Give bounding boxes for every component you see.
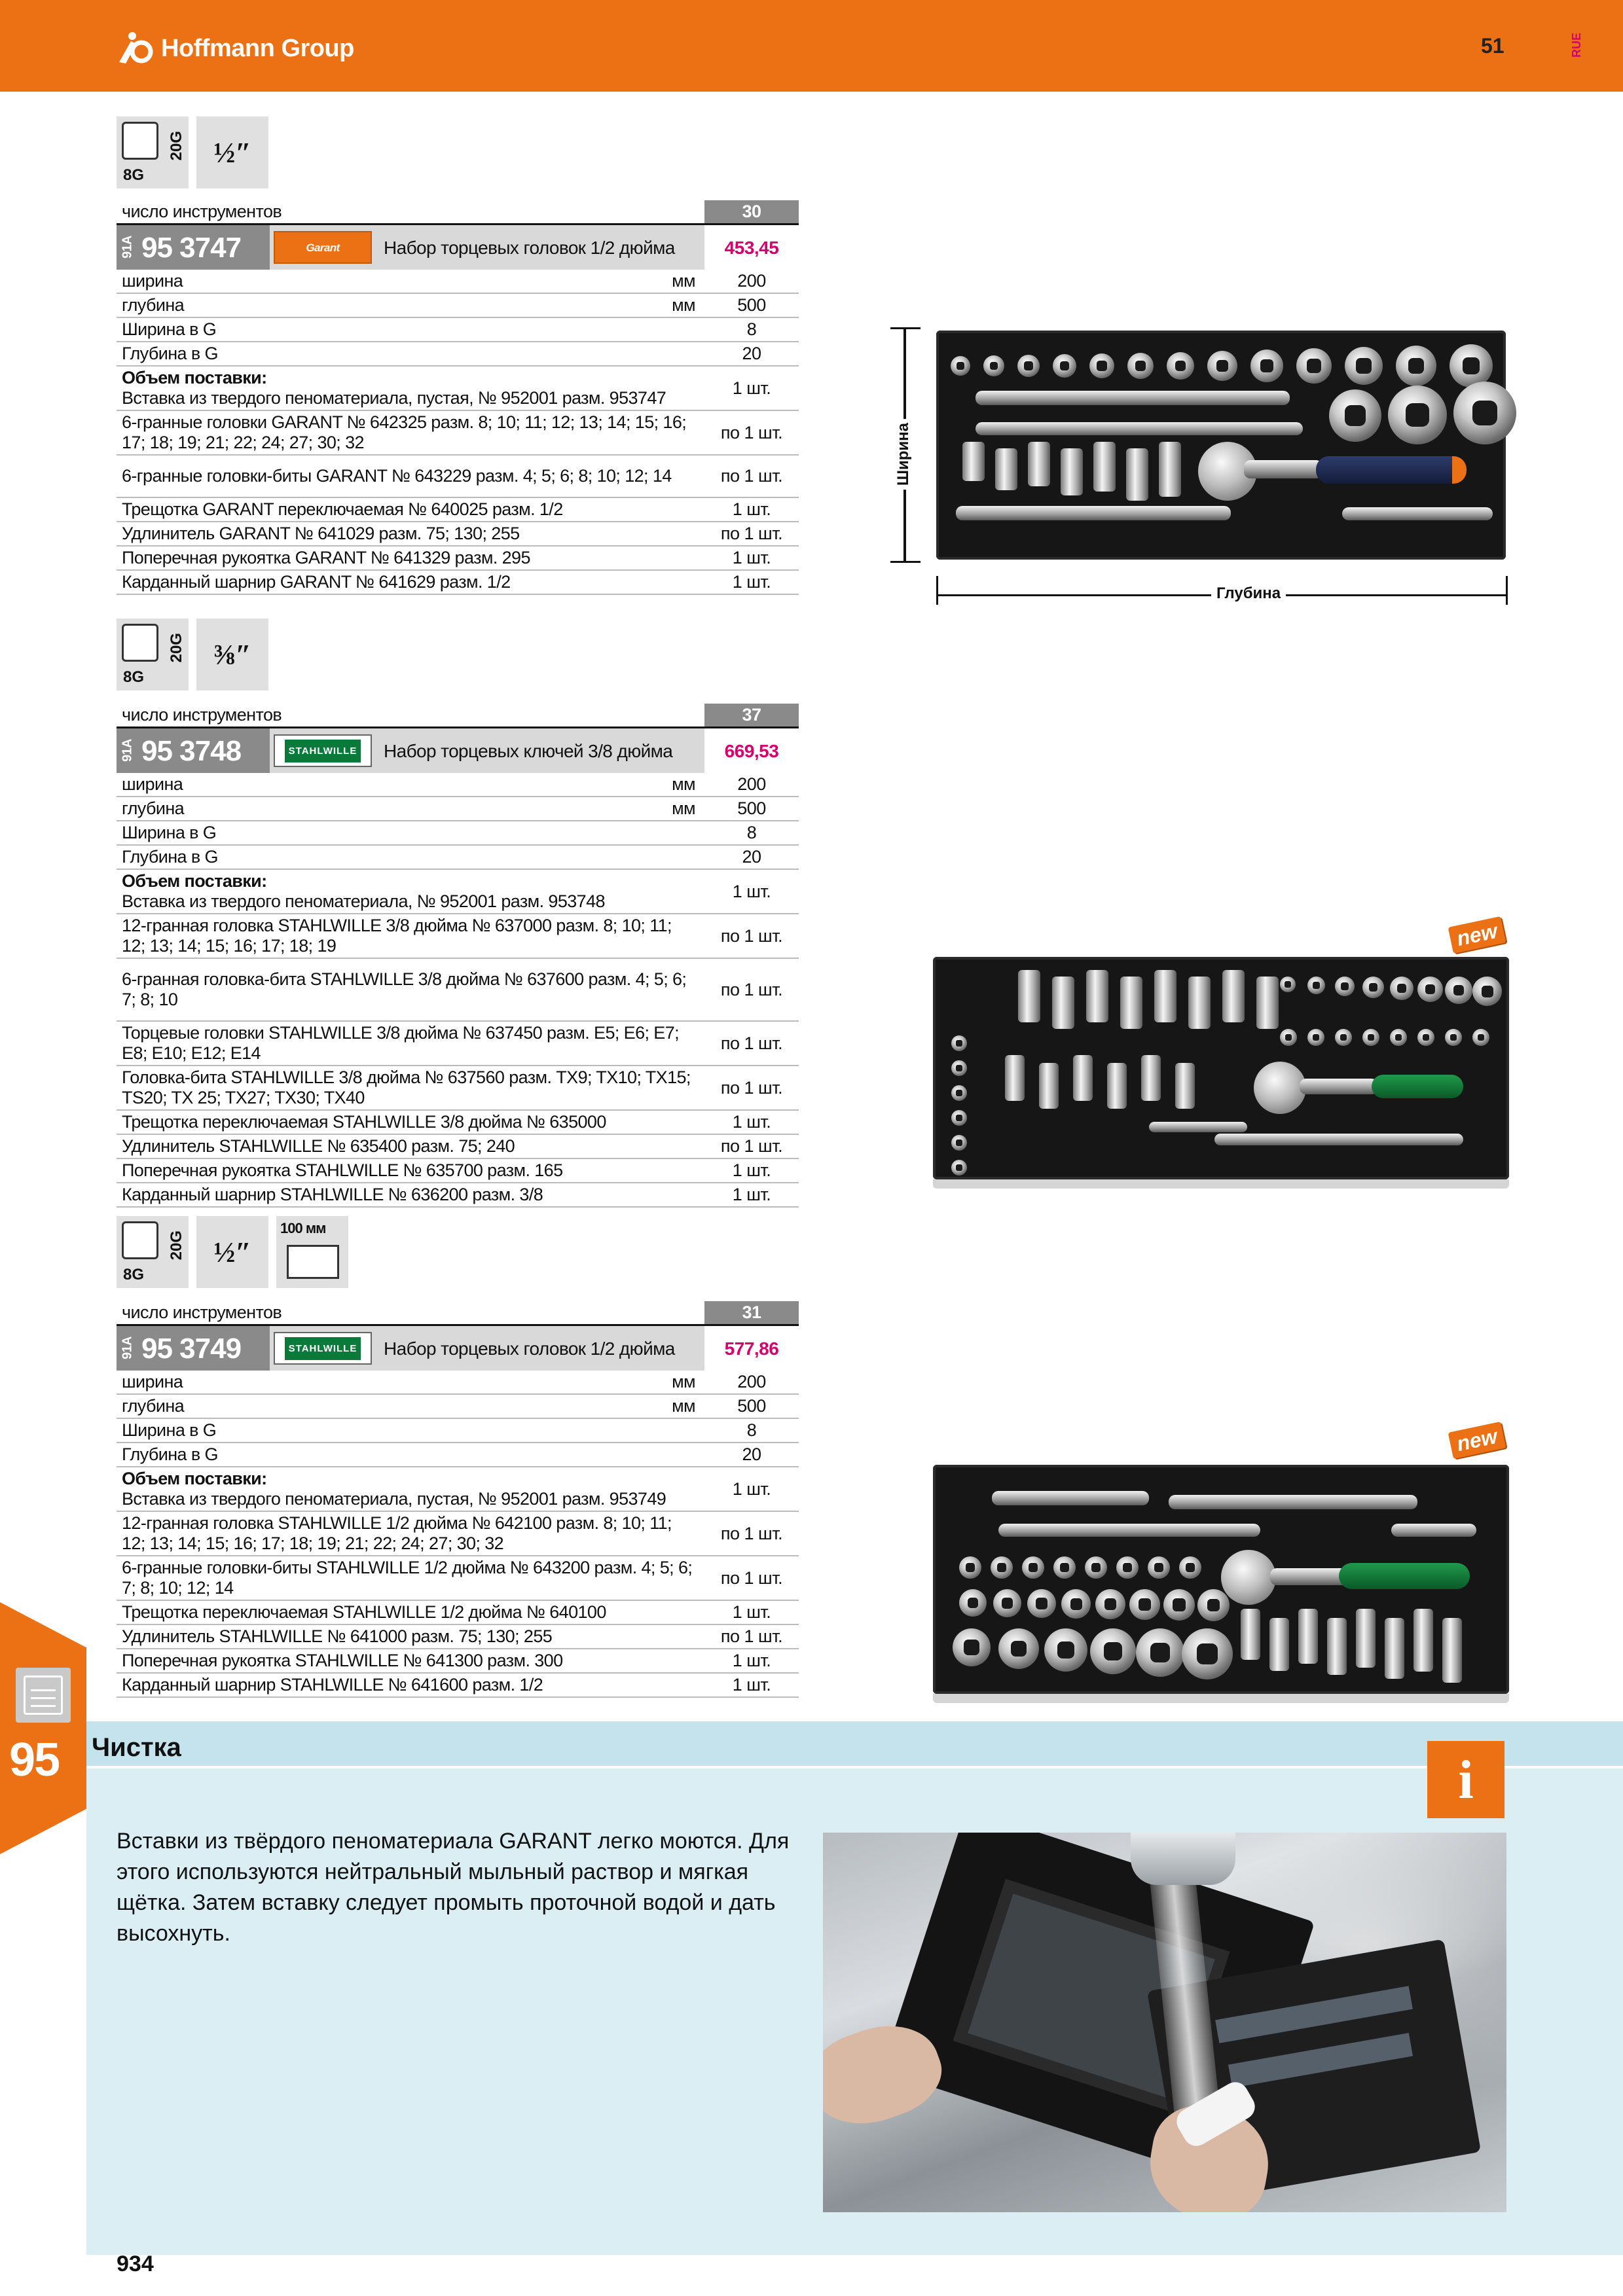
spec-label: Вставка из твердого пеноматериала, пустая, № 952001 разм. 953747 bbox=[122, 388, 666, 408]
spec-value: 1 шт. bbox=[732, 1602, 771, 1622]
new-badge: new bbox=[1448, 1422, 1506, 1459]
socket-icon bbox=[1250, 350, 1283, 382]
product-table-953748 bbox=[117, 704, 799, 1208]
socket-icon bbox=[1390, 977, 1413, 1000]
socket-icon bbox=[1445, 977, 1472, 1004]
spec-label: Глубина в G bbox=[122, 344, 218, 363]
tool-count-label: число инструментов bbox=[117, 200, 704, 225]
tool-count-label: число инструментов bbox=[117, 1301, 704, 1326]
bit-socket bbox=[1061, 448, 1083, 495]
socket-icon bbox=[1095, 1589, 1125, 1619]
spec-rows bbox=[117, 1371, 799, 1698]
spec-row bbox=[117, 1066, 799, 1111]
tool-count-value: 31 bbox=[704, 1301, 799, 1326]
spec-value: 1 шт. bbox=[732, 499, 771, 519]
height-label: 100 мм bbox=[280, 1220, 326, 1236]
article-description: Набор торцевых ключей 3/8 дюйма bbox=[384, 740, 673, 761]
section1-icons bbox=[117, 117, 268, 188]
spec-label: Удлинитель GARANT № 641029 разм. 75; 130; 255 bbox=[122, 524, 520, 543]
spec-row bbox=[117, 1135, 799, 1159]
socket-icon bbox=[1017, 355, 1040, 377]
ratchet-shaft bbox=[1244, 460, 1322, 478]
spec-unit: мм bbox=[672, 774, 695, 794]
spec-row bbox=[117, 522, 799, 547]
socket-icon bbox=[951, 1135, 967, 1151]
spec-label: 6-гранные головки-биты STAHLWILLE 1/2 дюйма № 643200 разм. 4; 5; 6; 7; 8; 10; 12; 14 bbox=[122, 1558, 693, 1598]
socket-icon bbox=[1027, 1589, 1056, 1618]
socket-icon bbox=[1329, 389, 1381, 442]
socket-icon bbox=[959, 1589, 987, 1617]
spec-label: Торцевые головки STAHLWILLE 3/8 дюйма № 637450 разм. E5; E6; E7; E8; E10; E12; E14 bbox=[122, 1023, 680, 1063]
spec-row bbox=[117, 411, 799, 456]
spec-unit: мм bbox=[672, 1396, 695, 1416]
spec-label: Удлинитель STAHLWILLE № 635400 разм. 75; 240 bbox=[122, 1136, 515, 1156]
bit-socket bbox=[1175, 1063, 1195, 1109]
socket-icon bbox=[1390, 1029, 1407, 1046]
spec-value: 20 bbox=[742, 847, 761, 867]
page-header bbox=[0, 0, 1623, 92]
drawer-icon bbox=[117, 117, 189, 188]
socket-icon bbox=[1179, 1556, 1201, 1579]
socket-icon bbox=[1053, 354, 1076, 378]
bit-socket bbox=[1154, 970, 1176, 1022]
spec-label: Трещотка переключаемая STAHLWILLE 1/2 дюйма № 640100 bbox=[122, 1602, 606, 1622]
socket-icon bbox=[1089, 353, 1114, 378]
bit-socket bbox=[1126, 448, 1148, 501]
spec-label: Карданный шарнир STAHLWILLE № 641600 разм. 1/2 bbox=[122, 1675, 543, 1695]
new-badge: new bbox=[1448, 916, 1506, 954]
bit-socket bbox=[1073, 1055, 1093, 1101]
spec-label: Поперечная рукоятка GARANT № 641329 разм. 295 bbox=[122, 548, 530, 567]
extension-bar bbox=[992, 1491, 1149, 1505]
article-number[interactable]: 95 3749 bbox=[139, 1326, 270, 1371]
bit-socket bbox=[1005, 1055, 1025, 1101]
socket-icon bbox=[1362, 977, 1384, 998]
spec-label: Вставка из твердого пеноматериала, пустая, № 952001 разм. 953749 bbox=[122, 1489, 666, 1509]
spec-row bbox=[117, 294, 799, 318]
info-title-bar bbox=[86, 1721, 1623, 1768]
spec-value: по 1 шт. bbox=[720, 925, 783, 946]
tray-image-953749 bbox=[933, 1465, 1509, 1694]
socket-icon bbox=[1136, 1628, 1184, 1677]
info-icon: i bbox=[1427, 1741, 1504, 1818]
height-icon bbox=[276, 1216, 348, 1288]
depth-label: Глубина bbox=[1211, 584, 1286, 603]
socket-icon bbox=[951, 1160, 967, 1175]
tray-image-953748 bbox=[933, 957, 1509, 1179]
article-description: Набор торцевых головок 1/2 дюйма bbox=[384, 1338, 675, 1359]
socket-icon bbox=[951, 1085, 967, 1101]
bit-socket bbox=[1093, 442, 1116, 492]
spec-value: 1 шт. bbox=[732, 1651, 771, 1670]
spec-label: Ширина в G bbox=[122, 319, 217, 339]
spec-label: Вставка из твердого пеноматериала, № 952001 разм. 953748 bbox=[122, 891, 605, 911]
spec-value: 200 bbox=[737, 774, 766, 794]
section3-icons bbox=[117, 1216, 348, 1288]
spec-value: по 1 шт. bbox=[720, 979, 783, 999]
article-number[interactable]: 95 3747 bbox=[139, 225, 270, 270]
spec-label: Удлинитель STAHLWILLE № 641000 разм. 75; 130; 255 bbox=[122, 1626, 553, 1646]
extension-bar bbox=[956, 506, 1231, 520]
bit-socket bbox=[1298, 1609, 1318, 1664]
spec-value: по 1 шт. bbox=[720, 1136, 783, 1156]
drive-size-icon: ½″ bbox=[196, 117, 268, 188]
spec-label: глубина bbox=[122, 798, 185, 818]
socket-icon bbox=[951, 1060, 967, 1076]
spec-value: 1 шт. bbox=[732, 1112, 771, 1132]
spec-row bbox=[117, 456, 799, 498]
spec-row bbox=[117, 773, 799, 797]
width-label: Ширина bbox=[894, 419, 913, 490]
extension-bar bbox=[1391, 1524, 1476, 1537]
article-prefix: 91A bbox=[117, 728, 139, 773]
bit-socket bbox=[1141, 1055, 1161, 1101]
cleaning-photo bbox=[823, 1833, 1506, 2212]
article-row[interactable] bbox=[117, 728, 799, 773]
tool-count-value: 37 bbox=[704, 704, 799, 728]
tool-count-label: число инструментов bbox=[117, 704, 704, 728]
chapter-number: 95 bbox=[9, 1734, 60, 1786]
spec-label: Карданный шарнир STAHLWILLE № 636200 разм. 3/8 bbox=[122, 1185, 543, 1204]
spec-label: 12-гранная головка STAHLWILLE 1/2 дюйма № 642100 разм. 8; 10; 11; 12; 13; 14; 15; 16; 17; 18; 19; 21; 22; 24; 27; 30; 32 bbox=[122, 1513, 672, 1553]
spec-label: ширина bbox=[122, 1372, 183, 1391]
ratchet-shaft bbox=[1300, 1079, 1378, 1094]
bit-socket bbox=[995, 448, 1017, 490]
socket-icon bbox=[1182, 1628, 1233, 1679]
bit-socket bbox=[1028, 442, 1050, 486]
delivery-heading: Объем поставки: bbox=[122, 1469, 267, 1488]
extension-bar bbox=[998, 1524, 1260, 1537]
socket-icon bbox=[1388, 386, 1447, 444]
article-price: 453,45 bbox=[704, 225, 799, 270]
article-row[interactable] bbox=[117, 1326, 799, 1371]
drive-size-icon: ⅜″ bbox=[196, 619, 268, 691]
socket-icon bbox=[1207, 351, 1237, 381]
bit-socket bbox=[1269, 1618, 1289, 1671]
spec-label: ширина bbox=[122, 774, 183, 794]
page-number: 934 bbox=[117, 2251, 154, 2276]
spec-row bbox=[117, 270, 799, 294]
product-table-953749 bbox=[117, 1301, 799, 1698]
hoffmann-logo[interactable] bbox=[117, 29, 354, 68]
socket-icon bbox=[1280, 977, 1296, 992]
socket-icon bbox=[1417, 1029, 1434, 1046]
spec-value: по 1 шт. bbox=[720, 1626, 783, 1646]
bit-socket bbox=[1385, 1618, 1404, 1679]
ratchet-handle bbox=[1372, 1075, 1463, 1098]
spec-row bbox=[117, 1467, 799, 1512]
spec-value: 500 bbox=[737, 798, 766, 818]
drawer-small-label: 8G bbox=[123, 166, 145, 184]
spec-label: глубина bbox=[122, 295, 185, 315]
tool-cabinet-icon bbox=[16, 1668, 71, 1723]
spec-value: 500 bbox=[737, 295, 766, 315]
spec-row bbox=[117, 342, 799, 367]
extension-bar bbox=[1149, 1122, 1247, 1132]
socket-icon bbox=[1061, 1589, 1091, 1619]
delivery-heading: Объем поставки: bbox=[122, 368, 267, 387]
extension-bar bbox=[1342, 507, 1493, 520]
spec-value: по 1 шт. bbox=[720, 1033, 783, 1053]
bit-socket bbox=[1241, 1609, 1260, 1660]
spec-value: 8 bbox=[746, 823, 757, 842]
spec-row bbox=[117, 870, 799, 914]
spec-value: по 1 шт. bbox=[720, 1523, 783, 1543]
spec-value: 20 bbox=[742, 1444, 761, 1464]
tool-count-row bbox=[117, 1301, 799, 1326]
drawer-icon bbox=[117, 619, 189, 691]
socket-icon bbox=[1280, 1029, 1297, 1046]
socket-icon bbox=[1022, 1556, 1044, 1579]
extension-bar bbox=[1169, 1495, 1417, 1509]
socket-icon bbox=[951, 356, 970, 376]
ratchet-head bbox=[1221, 1550, 1276, 1605]
socket-icon bbox=[1417, 977, 1443, 1002]
spec-row bbox=[117, 1395, 799, 1419]
ratchet-handle bbox=[1316, 456, 1467, 484]
socket-icon bbox=[1148, 1556, 1170, 1579]
extension-bar bbox=[1214, 1134, 1463, 1145]
spec-value: по 1 шт. bbox=[720, 1568, 783, 1588]
info-text: Вставки из твёрдого пеноматериала GARANT легко моются. Для этого используются нейтральный мыльный раствор и мягкая щётка. Затем вставку следует промыть проточной водой и дать высохнуть. bbox=[117, 1829, 790, 1946]
socket-icon bbox=[1335, 977, 1355, 996]
page-top-number: 51 bbox=[1481, 34, 1504, 58]
socket-icon bbox=[1307, 977, 1325, 994]
spec-label: Карданный шарнир GARANT № 641629 разм. 1/2 bbox=[122, 572, 511, 592]
spec-value: по 1 шт. bbox=[720, 1077, 783, 1098]
spec-row bbox=[117, 318, 799, 342]
socket-icon bbox=[1044, 1628, 1087, 1672]
spec-row bbox=[117, 1159, 799, 1183]
bit-socket bbox=[1107, 1063, 1127, 1109]
spec-row bbox=[117, 1419, 799, 1443]
spec-row bbox=[117, 1674, 799, 1698]
spec-unit: мм bbox=[672, 798, 695, 818]
ratchet-shaft bbox=[1270, 1568, 1349, 1585]
article-description: Набор торцевых головок 1/2 дюйма bbox=[384, 237, 675, 258]
tray-image-953747 bbox=[936, 331, 1506, 560]
ratchet-handle bbox=[1339, 1563, 1470, 1589]
article-number[interactable]: 95 3748 bbox=[139, 728, 270, 773]
socket-icon bbox=[1472, 977, 1502, 1006]
socket-icon bbox=[1345, 347, 1383, 385]
socket-icon bbox=[1335, 1029, 1352, 1046]
socket-icon bbox=[1127, 353, 1154, 379]
drawer-small-label: 8G bbox=[123, 668, 145, 686]
spec-label: Ширина в G bbox=[122, 1420, 217, 1440]
spec-row bbox=[117, 1111, 799, 1135]
socket-icon bbox=[1053, 1556, 1076, 1579]
socket-icon bbox=[953, 1628, 991, 1666]
socket-icon bbox=[991, 1556, 1013, 1579]
stahlwille-logo bbox=[274, 734, 372, 767]
tool-count-row bbox=[117, 704, 799, 728]
spec-value: 1 шт. bbox=[732, 1185, 771, 1204]
spec-value: 1 шт. bbox=[732, 881, 771, 901]
language-tag: RUE bbox=[1570, 33, 1583, 58]
bit-socket bbox=[1086, 970, 1108, 1022]
spec-label: Ширина в G bbox=[122, 823, 217, 842]
socket-icon bbox=[1445, 1029, 1462, 1046]
tool-count-row bbox=[117, 200, 799, 225]
ratchet-head bbox=[1254, 1062, 1306, 1114]
spec-value: 1 шт. bbox=[732, 378, 771, 398]
article-price: 577,86 bbox=[704, 1326, 799, 1371]
info-title: Чистка bbox=[92, 1733, 181, 1762]
article-row[interactable] bbox=[117, 225, 799, 270]
spec-row bbox=[117, 571, 799, 595]
hoffmann-figure-icon bbox=[117, 29, 155, 67]
spec-row bbox=[117, 1649, 799, 1674]
bit-socket bbox=[1256, 977, 1279, 1029]
spec-row bbox=[117, 1022, 799, 1066]
spec-row bbox=[117, 1443, 799, 1467]
brand-label: STAHLWILLE bbox=[285, 740, 361, 762]
drawer-large-label: 20G bbox=[168, 131, 185, 161]
socket-icon bbox=[1090, 1628, 1136, 1674]
drawer-large-label: 20G bbox=[168, 1230, 185, 1261]
bit-socket bbox=[1159, 442, 1181, 497]
bit-socket bbox=[1188, 977, 1211, 1029]
spec-value: 1 шт. bbox=[732, 572, 771, 592]
product-table-953747 bbox=[117, 200, 799, 595]
spec-label: Глубина в G bbox=[122, 847, 218, 867]
drawer-large-label: 20G bbox=[168, 633, 185, 663]
bit-socket bbox=[1413, 1609, 1433, 1672]
spec-label: Трещотка GARANT переключаемая № 640025 разм. 1/2 bbox=[122, 499, 563, 519]
spec-value: 200 bbox=[737, 1372, 766, 1391]
spec-row bbox=[117, 1601, 799, 1625]
spec-value: 1 шт. bbox=[732, 1479, 771, 1499]
spec-unit: мм bbox=[672, 271, 695, 291]
bit-socket bbox=[1327, 1618, 1347, 1675]
spec-value: по 1 шт. bbox=[720, 524, 783, 543]
spec-value: 200 bbox=[737, 271, 766, 291]
article-price: 669,53 bbox=[704, 728, 799, 773]
socket-icon bbox=[951, 1035, 967, 1051]
brand-name: Hoffmann Group bbox=[161, 34, 354, 62]
drawer-small-label: 8G bbox=[123, 1266, 145, 1283]
bit-socket bbox=[962, 442, 985, 481]
spec-row bbox=[117, 959, 799, 1022]
spec-value: 500 bbox=[737, 1396, 766, 1416]
socket-icon bbox=[1085, 1556, 1107, 1579]
spec-rows bbox=[117, 270, 799, 595]
chapter-side-tab[interactable] bbox=[0, 1602, 86, 1854]
spec-unit: мм bbox=[672, 1372, 695, 1391]
spec-row bbox=[117, 821, 799, 846]
socket-icon bbox=[1167, 352, 1194, 380]
stahlwille-logo bbox=[274, 1332, 372, 1365]
spec-value: по 1 шт. bbox=[720, 466, 783, 486]
socket-icon bbox=[1307, 1029, 1324, 1046]
drive-size-icon: ½″ bbox=[196, 1216, 268, 1288]
bit-socket bbox=[1442, 1618, 1462, 1683]
spec-row bbox=[117, 1512, 799, 1556]
spec-label: 6-гранная головка-бита STAHLWILLE 3/8 дюйма № 637600 разм. 4; 5; 6; 7; 8; 10 bbox=[122, 969, 687, 1009]
socket-icon bbox=[951, 1110, 967, 1126]
spec-row bbox=[117, 367, 799, 411]
article-prefix: 91A bbox=[117, 225, 139, 270]
spec-rows bbox=[117, 773, 799, 1208]
spec-unit: мм bbox=[672, 295, 695, 315]
tool-count-value: 30 bbox=[704, 200, 799, 225]
socket-icon bbox=[959, 1556, 981, 1579]
socket-icon bbox=[1296, 348, 1332, 384]
spec-label: 12-гранная головка STAHLWILLE 3/8 дюйма № 637000 разм. 8; 10; 11; 12; 13; 14; 15; 16; 17; 18; 19 bbox=[122, 916, 672, 956]
garant-logo: Garant bbox=[274, 231, 372, 264]
spec-row bbox=[117, 547, 799, 571]
socket-icon bbox=[1197, 1589, 1230, 1621]
spec-row bbox=[117, 1183, 799, 1208]
spec-label: Трещотка переключаемая STAHLWILLE 3/8 дюйма № 635000 bbox=[122, 1112, 606, 1132]
spec-row bbox=[117, 498, 799, 522]
socket-icon bbox=[1129, 1589, 1160, 1620]
drawer-icon bbox=[117, 1216, 189, 1288]
bit-socket bbox=[1039, 1063, 1059, 1109]
spec-value: 1 шт. bbox=[732, 1675, 771, 1695]
socket-icon bbox=[1472, 1029, 1489, 1046]
socket-icon bbox=[998, 1628, 1039, 1669]
bit-socket bbox=[1356, 1609, 1376, 1668]
socket-icon bbox=[1453, 382, 1516, 444]
spec-label: глубина bbox=[122, 1396, 185, 1416]
bit-socket bbox=[1120, 977, 1142, 1029]
delivery-heading: Объем поставки: bbox=[122, 871, 267, 891]
spec-label: Головка-бита STAHLWILLE 3/8 дюйма № 637560 разм. TX9; TX10; TX15; TS20; TX 25; TX27; TX30; TX40 bbox=[122, 1067, 691, 1107]
spec-row bbox=[117, 846, 799, 870]
spec-row bbox=[117, 1556, 799, 1601]
socket-icon bbox=[1362, 1029, 1379, 1046]
spec-value: 1 шт. bbox=[732, 548, 771, 567]
spec-row bbox=[117, 1625, 799, 1649]
article-prefix: 91A bbox=[117, 1326, 139, 1371]
brand-label: STAHLWILLE bbox=[285, 1337, 361, 1360]
spec-label: ширина bbox=[122, 271, 183, 291]
socket-icon bbox=[993, 1589, 1021, 1617]
spec-value: 8 bbox=[746, 319, 757, 339]
spec-label: 6-гранные головки GARANT № 642325 разм. 8; 10; 11; 12; 13; 14; 15; 16; 17; 18; 19; 21; 22; 24; 27; 30; 32 bbox=[122, 412, 687, 452]
spec-row bbox=[117, 914, 799, 959]
bit-socket bbox=[1222, 970, 1245, 1022]
spec-label: Поперечная рукоятка STAHLWILLE № 635700 разм. 165 bbox=[122, 1160, 563, 1180]
socket-icon bbox=[1396, 346, 1436, 386]
spec-label: Поперечная рукоятка STAHLWILLE № 641300 разм. 300 bbox=[122, 1651, 563, 1670]
spec-value: 8 bbox=[746, 1420, 757, 1440]
spec-row bbox=[117, 797, 799, 821]
bit-socket bbox=[1052, 977, 1074, 1029]
spec-row bbox=[117, 1371, 799, 1395]
section2-icons bbox=[117, 619, 268, 691]
socket-icon bbox=[1116, 1556, 1139, 1579]
extension-bar bbox=[976, 422, 1303, 435]
socket-icon bbox=[1163, 1589, 1195, 1621]
spec-label: 6-гранные головки-биты GARANT № 643229 разм. 4; 5; 6; 8; 10; 12; 14 bbox=[122, 466, 672, 486]
bit-socket bbox=[1018, 970, 1040, 1022]
extension-bar bbox=[976, 391, 1290, 405]
socket-icon bbox=[983, 355, 1004, 376]
spec-label: Глубина в G bbox=[122, 1444, 218, 1464]
spec-value: 20 bbox=[742, 344, 761, 363]
spec-value: 1 шт. bbox=[732, 1160, 771, 1180]
spec-value: по 1 шт. bbox=[720, 422, 783, 442]
